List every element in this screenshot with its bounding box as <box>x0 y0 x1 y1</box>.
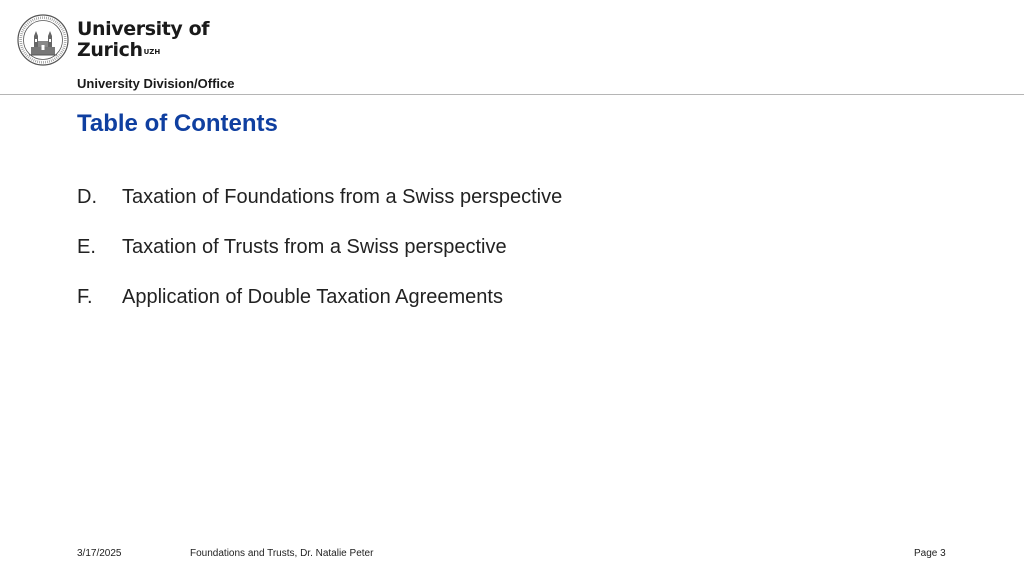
toc-item-e <box>77 236 562 286</box>
wordmark-line-2 <box>77 40 209 61</box>
division-label: University Division/Office <box>77 76 235 91</box>
toc-item-f <box>77 286 562 336</box>
footer-title: Foundations and Trusts, Dr. Natalie Peter <box>190 548 374 559</box>
footer-page-number: Page 3 <box>914 548 946 559</box>
wordmark-line-1: University of <box>77 18 210 40</box>
uzh-seal-logo <box>17 14 69 66</box>
toc-item-text: Taxation of Trusts from a Swiss perspective <box>122 236 507 258</box>
page-title: Table of Contents <box>77 110 278 137</box>
toc-item-d <box>77 186 562 236</box>
toc-item-text: Taxation of Foundations from a Swiss perspective <box>122 186 563 208</box>
toc-item-letter: D. <box>77 186 97 208</box>
wordmark-zurich: Zurich <box>77 39 143 61</box>
footer-date: 3/17/2025 <box>77 548 122 559</box>
table-of-contents <box>77 186 562 336</box>
university-wordmark <box>77 19 209 61</box>
toc-item-letter: E. <box>77 236 96 258</box>
header-divider <box>0 94 1024 95</box>
toc-item-text: Application of Double Taxation Agreements <box>122 286 503 308</box>
wordmark-uzh: UZH <box>143 48 161 56</box>
toc-item-letter: F. <box>77 286 93 308</box>
